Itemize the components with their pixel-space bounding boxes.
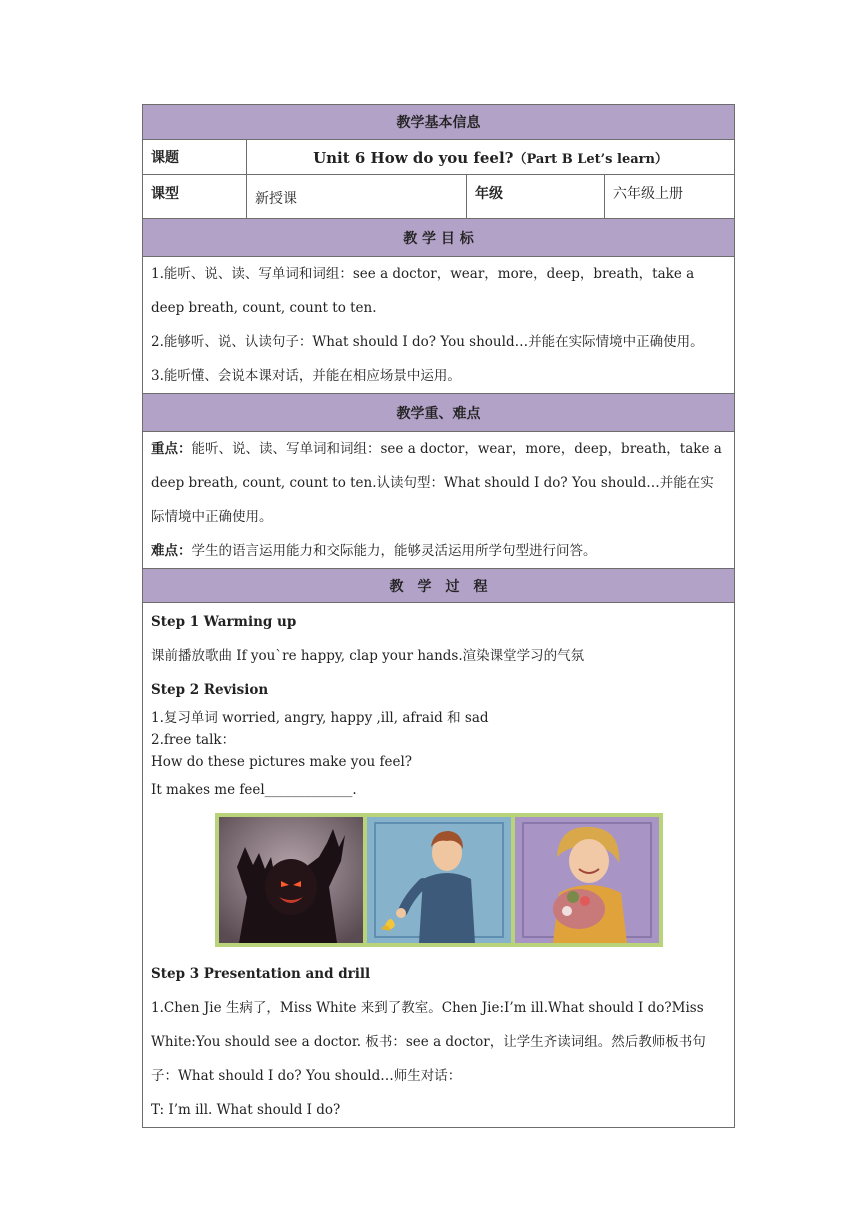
step1-title: Step 1 Warming up (151, 614, 297, 630)
monster-picture (219, 817, 363, 943)
step3-last-line: T: I’m ill. What should I do? (151, 1102, 341, 1118)
step3-text: 1.Chen Jie 生病了，Miss White 来到了教室。Chen Jie:I’m ill.What should I do?Miss White:You should see a doctor. 板书：see a doctor，让学生齐读词组。然后教师板书句子：What should I do? You should…师生对话： (151, 1000, 706, 1084)
woman-gift-picture (515, 817, 659, 943)
grade-label: 年级 (467, 175, 605, 219)
lesson-title (247, 140, 735, 175)
step2-line1: 1.复习单词 worried, angry, happy ,ill, afraid 和 sad (151, 710, 489, 726)
boy-banana-picture (367, 817, 511, 943)
header-basic-info: 教学基本信息 (143, 105, 735, 140)
key-point-label: 重点： (151, 441, 192, 457)
goal-item-1: 1.能听、说、读、写单词和词组：see a doctor，wear，more，deep，breath，take a deep breath, count, count to ten. (151, 266, 695, 316)
difficult-point-paragraph (151, 534, 726, 568)
step2-line3: How do these pictures make you feel? (151, 754, 413, 770)
header-key-points: 教学重、难点 (143, 394, 735, 432)
goal-item-2: 2.能够听、说、认读句子：What should I do? You should…并能在实际情境中正确使用。 (151, 334, 704, 350)
header-process: 教 学 过 程 (143, 569, 735, 603)
step2-line4: It makes me feel_____________. (151, 782, 357, 798)
difficult-point-label: 难点： (151, 543, 192, 559)
key-point-text: 能听、说、读、写单词和词组：see a doctor，wear，more，deep，breath，take a deep breath, count, count to ten.认读句型：What should I do? You should…并能在实际情境中正确使用。 (151, 441, 722, 525)
process-cell (143, 603, 735, 1128)
step2-title: Step 2 Revision (151, 682, 269, 698)
step2-line2: 2.free talk： (151, 732, 236, 748)
lesson-title-main: Unit 6 How do you feel? (313, 148, 514, 167)
goals-cell (143, 257, 735, 394)
grade-value: 六年级上册 (605, 175, 735, 219)
goal-item-3: 3.能听懂、会说本课对话，并能在相应场景中运用。 (151, 368, 461, 384)
type-value: 新授课 (247, 175, 467, 219)
emotion-pictures (215, 813, 663, 947)
step3-title: Step 3 Presentation and drill (151, 966, 371, 982)
header-goals: 教 学 目 标 (143, 219, 735, 257)
type-label: 课型 (143, 175, 247, 219)
key-points-cell (143, 432, 735, 569)
lesson-plan-table (142, 104, 735, 1128)
step1-text: 课前播放歌曲 If you`re happy, clap your hands.渲染课堂学习的气氛 (151, 648, 585, 664)
lesson-title-sub: （Part B Let’s learn） (513, 151, 668, 167)
topic-label: 课题 (143, 140, 247, 175)
difficult-point-text: 学生的语言运用能力和交际能力，能够灵活运用所学句型进行问答。 (191, 543, 597, 559)
lesson-plan-sheet (142, 104, 734, 1128)
key-point-paragraph (151, 432, 726, 534)
